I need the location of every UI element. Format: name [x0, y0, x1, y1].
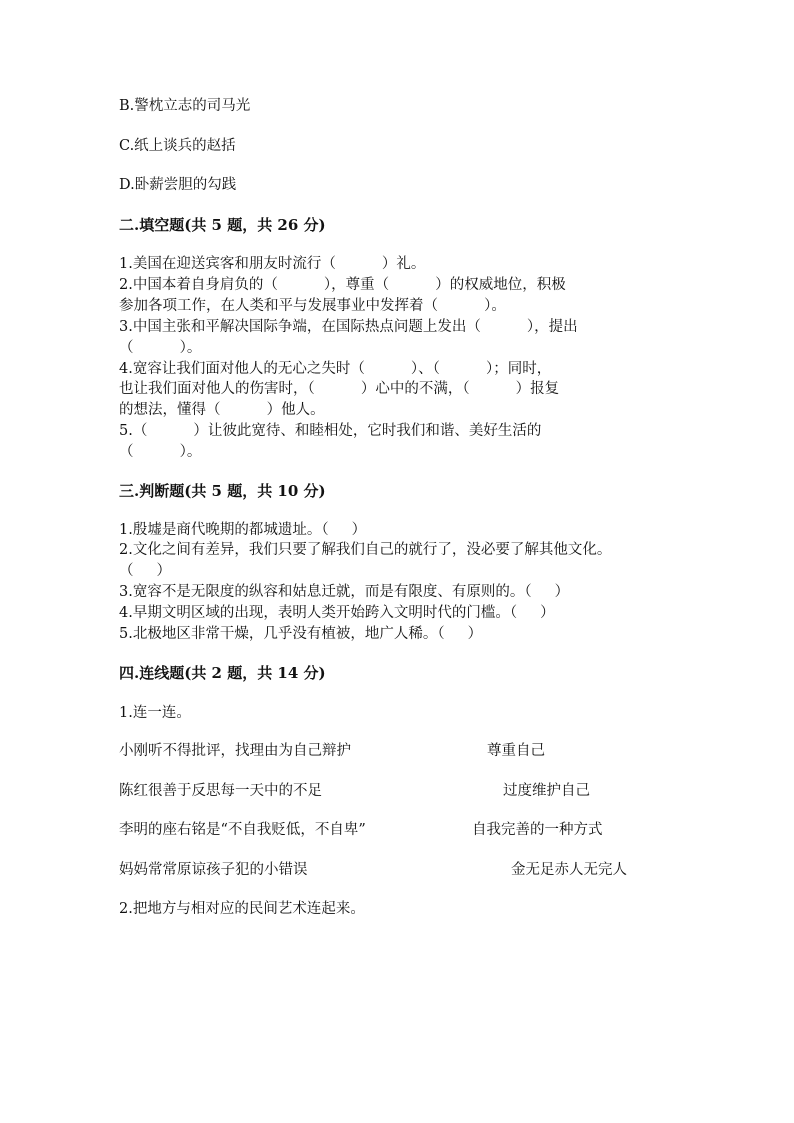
fill-line: （ ）。 — [119, 340, 202, 356]
matching-question-2: 2.把地方与相对应的民间艺术连起来。 — [119, 901, 365, 917]
section-heading-true-false: 三.判断题(共 5 题，共 10 分) — [119, 482, 326, 500]
option-c: C.纸上谈兵的赵括 — [119, 138, 236, 154]
fill-line: 的想法，懂得（ ）他人。 — [119, 402, 325, 418]
fill-line: 参加各项工作，在人类和平与发展事业中发挥着（ ）。 — [119, 298, 506, 314]
section-heading-fill-in: 二.填空题(共 5 题，共 26 分) — [119, 216, 326, 234]
option-d: D.卧薪尝胆的勾践 — [119, 177, 237, 193]
match-left-item: 小刚听不得批评，找理由为自己辩护 — [119, 743, 351, 759]
judge-line: 1.殷墟是商代晚期的都城遗址。（ ） — [119, 522, 367, 538]
fill-line: 4.宽容让我们面对他人的无心之失时（ ）、（ ）；同时， — [119, 361, 552, 377]
fill-line: 1.美国在迎送宾客和朋友时流行（ ）礼。 — [119, 256, 426, 272]
judge-line: 4.早期文明区域的出现，表明人类开始跨入文明时代的门槛。（ ） — [119, 605, 555, 621]
match-right-item: 金无足赤人无完人 — [511, 862, 627, 878]
match-left-item: 妈妈常常原谅孩子犯的小错误 — [119, 862, 308, 878]
judge-line: 3.宽容不是无限度的纵容和姑息迁就，而是有限度、有原则的。（ ） — [119, 584, 570, 600]
judge-line: （ ） — [119, 563, 172, 579]
match-right-item: 尊重自己 — [487, 743, 545, 759]
fill-line: 3.中国主张和平解决国际争端，在国际热点问题上发出（ ），提出 — [119, 319, 578, 335]
match-right-item: 自我完善的一种方式 — [472, 822, 603, 838]
option-b: B.警枕立志的司马光 — [119, 98, 251, 114]
fill-line: 5.（ ）让彼此宽待、和睦相处，它时我们和谐、美好生活的 — [119, 423, 542, 439]
fill-line: （ ）。 — [119, 444, 202, 460]
match-right-item: 过度维护自己 — [503, 783, 590, 799]
section-heading-matching: 四.连线题(共 2 题，共 14 分) — [119, 664, 326, 682]
judge-line: 2.文化之间有差异，我们只要了解我们自己的就行了，没必要了解其他文化。 — [119, 542, 612, 558]
matching-question-1: 1.连一连。 — [119, 705, 191, 721]
fill-line: 也让我们面对他人的伤害时，（ ）心中的不满，（ ）报复 — [119, 381, 560, 397]
judge-line: 5.北极地区非常干燥，几乎没有植被，地广人稀。（ ） — [119, 626, 483, 642]
match-left-item: 李明的座右铭是“不自我贬低，不自卑” — [119, 822, 366, 838]
match-left-item: 陈红很善于反思每一天中的不足 — [119, 783, 322, 799]
fill-line: 2.中国本着自身肩负的（ ），尊重（ ）的权威地位，积极 — [119, 277, 566, 293]
